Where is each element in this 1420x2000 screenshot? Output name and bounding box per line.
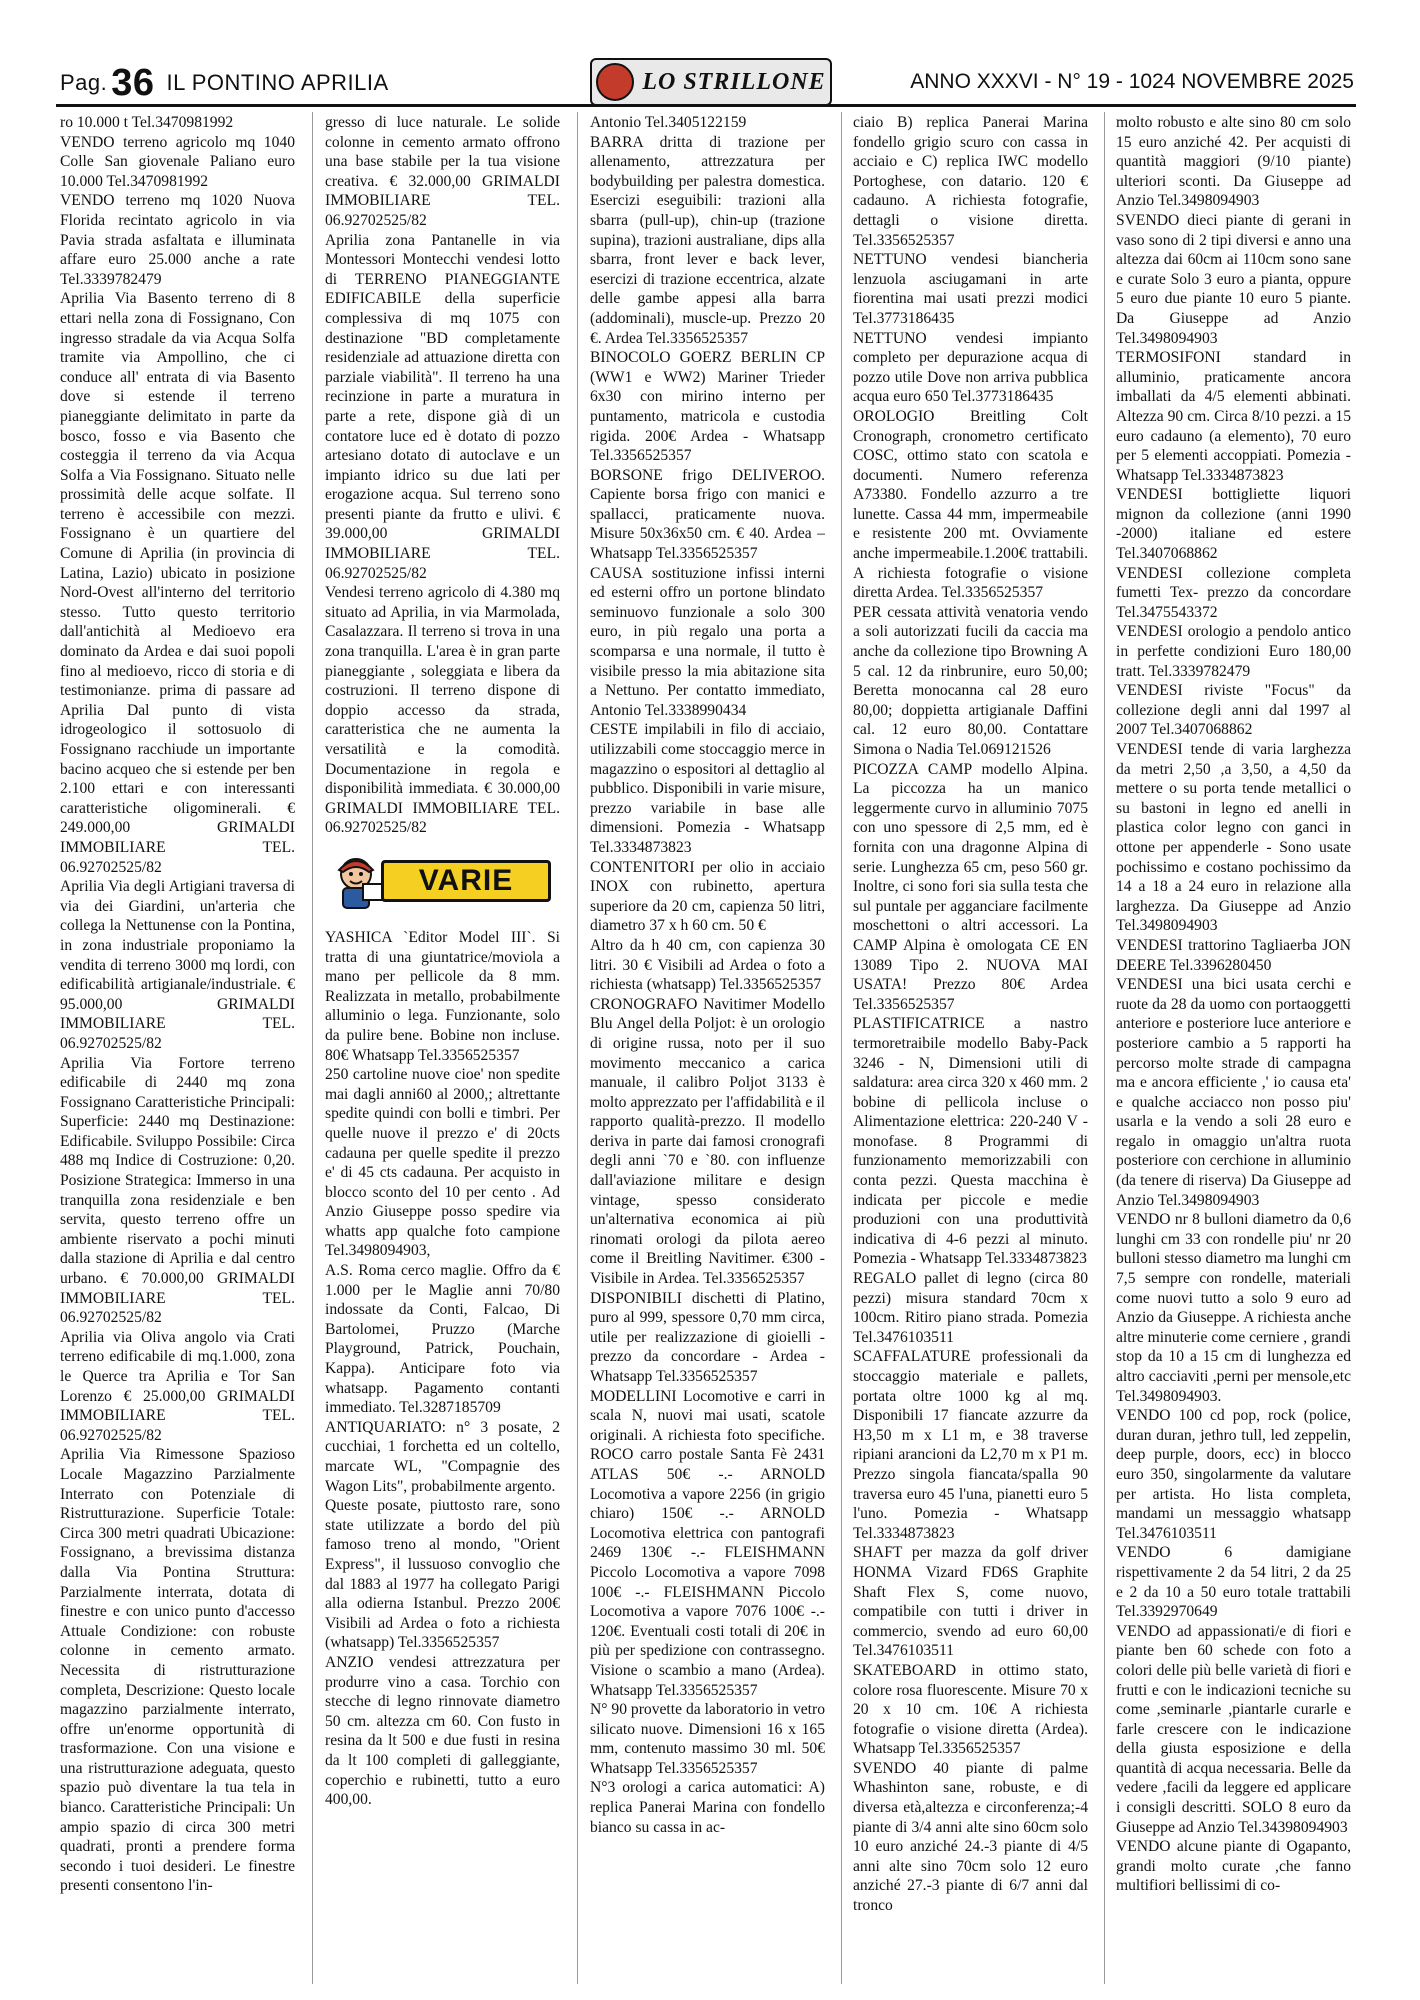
column-divider — [312, 112, 313, 1984]
classified-ad: molto robusto e alte sino 80 cm solo 15 euro anziché 42. Per acquisti di quantità maggiori (9/10 piante) ulteriori sconti. Da Giuseppe ad Anzio Tel.3498094903 — [1116, 114, 1351, 210]
classified-ad: MODELLINI Locomotive e carri in scala N, nuovi mai usati, scatole originali. A richiesta foto specifiche. ROCO carro postale Santa Fè 2431 ATLAS 50€ -.- ARNOLD Locomotiva a vapore 2256 (in grigio chiaro) 150€ -.- ARNOLD Locomotiva elettrica con pantografi 2469 130€ -.- FLEISHMANN Piccolo Locomotiva a vapore 7098 100€ -.- FLEISHMANN Piccolo Locomotiva a vapore 7076 100€ -.- 120€. Eventuali costi totali di 20€ in più per spedizione con contrassegno. Visione o scambio a mano (Ardea). Whatsapp Tel.3356525357 — [590, 1387, 825, 1699]
classified-ad: ciaio B) replica Panerai Marina fondello grigio scuro con cassa in acciaio e C) replica IWC modello Portoghese, con datario. 120 € cadauno. A richiesta fotografie, dettagli o visione diretta. Tel.3356525357 — [853, 114, 1088, 249]
classified-ad: BINOCOLO GOERZ BERLIN CP (WW1 e WW2) Mariner Trieder 6x30 con mirino interno per puntamento, matricola e custodia rigida. 200€ Ardea - Whatsapp Tel.3356525357 — [590, 349, 825, 465]
classified-ad: ANTIQUARIATO: n° 3 posate, 2 cucchiai, 1 forchetta ed un coltello, marcate WL, "Compagnie des Wagon Lits", probabilmente argento. — [325, 1418, 560, 1495]
classified-ad: ro 10.000 t Tel.3470981992 — [60, 114, 234, 131]
classified-ad: gresso di luce naturale. Le solide colonne in cemento armato offrono una base stabile per la tua visione creativa. € 32.000,00 GRIMALDI IMMOBILIARE TEL. 06.92702525/82 — [325, 114, 560, 229]
classified-ad: NETTUNO vendesi impianto completo per depurazione acqua di pozzo utile Dove non arriva pubblica acqua euro 650 Tel.3773186435 — [853, 329, 1088, 406]
classified-ad: VENDESI riviste "Focus" da collezione degli anni dal 1997 al 2007 Tel.3407068862 — [1116, 682, 1351, 739]
column-2-top — [325, 113, 560, 838]
classified-ad: SVENDO 40 piante di palme Whashinton sane, robuste, e di diversa età,altezza e circonferenza;-4 piante di 3/4 anni alte sino 60cm solo 10 euro anziché 24.-3 piante di 4/5 anni alte sino 70cm solo 12 euro anziché 27.-3 piante di 6/7 anni dal tronco — [853, 1759, 1088, 1915]
classified-ad: TERMOSIFONI standard in alluminio, praticamente ancora imballati da 4/5 elementi abbinati. Altezza 90 cm. Circa 8/10 pezzi. a 15 euro cadauno (a elemento), 70 euro per 5 elementi accoppiati. Pomezia - Whatsapp Tel.3334873823 — [1116, 349, 1351, 484]
classified-ad: SCAFFALATURE professionali da stoccaggio materiale e pallets, portata oltre 1000 kg al mq. Disponibili 17 fiancate azzurre da H3,50 m x L1 m, e 38 traverse ripiani arancioni da L2,70 m x P1 m. Prezzo singola fiancata/spalla 90 traversa euro 45 l'una, pianetti euro 5 l'uno. Pomezia - Whatsapp Tel.3334873823 — [853, 1348, 1088, 1542]
classified-ad: VENDO nr 8 bulloni diametro da 0,6 lunghi cm 33 con rondelle piu' nr 20 bulloni stesso diametro ma lunghi cm 7,5 sempre con rondelle, materiali come nuovi tutto a solo 9 euro ad Anzio da Giuseppe. A richiesta anche altre minuterie come cerniere , grandi stop da 10 a 15 cm di lunghezza ed altro cacciaviti ,perni per mensole,etc Tel.3498094903. — [1116, 1211, 1351, 1405]
column-4 — [853, 113, 1088, 1983]
section-title: VARIE — [381, 860, 551, 902]
classified-ad: CESTE impilabili in filo di acciaio, utilizzabili come stoccaggio merce in magazzino o espositori al dettaglio al pubblico. Disponibili in varie misure, prezzo variabile in base alle dimensioni. Pomezia - Whatsapp Tel.3334873823 — [590, 721, 825, 856]
classified-ad: PLASTIFICATRICE a nastro termoretraibile modello Baby-Pack 3246 - N, Dimensioni utili di saldatura: area circa 320 x 460 mm. 2 bobine di pellicola incluse o Alimentazione elettrica: 220-240 V - monofase. 8 Programmi di funzionamento memorizzabili con conta pezzi. Questa macchina è indicata per piccole e medie produzioni con una produttività indicativa di 4-6 pezzi al minuto. Pomezia - Whatsapp Tel.3334873823 — [853, 1015, 1088, 1268]
classified-ad: BORSONE frigo DELIVEROO. Capiente borsa frigo con manici e spallacci, praticamente nuova. Misure 50x36x50 cm. € 40. Ardea – Whatsapp Tel.3356525357 — [590, 466, 825, 563]
classified-ad: DISPONIBILI dischetti di Platino, puro al 999, spessore 0,70 mm circa, utile per realizzazione di gioielli - prezzo da concordare - Ardea - Whatsapp Tel.3356525357 — [590, 1289, 825, 1385]
column-2 — [325, 113, 560, 1983]
classified-ad: BARRA dritta di trazione per allenamento, attrezzatura per bodybuilding per palestra domestica. Esercizi eseguibili: trazioni alla sbarra (pull-up), chin-up (trazione supina), trazioni australiane, dips alla sbarra, front lever e back lever, esercizi di trazione eccentrica, alzate delle gambe appesi alla barra (addominali), muscle-up. Prezzo 20 €. Ardea Tel.3356525357 — [590, 133, 825, 347]
classified-ad: VENDO terreno agricolo mq 1040 Colle San giovenale Paliano euro 10.000 Tel.3470981992 — [60, 133, 295, 190]
classified-ad: YASHICA `Editor Model III`. Si tratta di una giuntatrice/moviola a mano per pellicole da 8 mm. Realizzata in metallo, probabilmente alluminio o lega. Funzionante, solo da pulire bene. Bobine non incluse. 80€ Whatsapp Tel.3356525357 — [325, 928, 560, 1064]
classified-ad: Aprilia zona Pantanelle in via Montessori Montecchi vendesi lotto di TERRENO PIANEGGIANTE EDIFICABILE della superficie complessiva di mq 1075 con destinazione "BD completamente residenziale ad attuazione diretta con parziale viabilità". Il terreno ha una recinzione in parte a muratura in parte a rete, dispone già di un contatore luce ed è dotato di pozzo artesiano dotato di autoclave e un impianto idrico su due lati per erogazione acqua. Sul terreno sono presenti piante da frutto e ulivi. € 39.000,00 GRIMALDI IMMOBILIARE TEL. 06.92702525/82 — [325, 231, 560, 582]
classified-ad: VENDO 6 damigiane rispettivamente 2 da 54 litri, 2 da 25 e 2 da 10 a 50 euro totale trattabili Tel.3392970649 — [1116, 1544, 1351, 1621]
classified-ad: Aprilia Via degli Artigiani traversa di via dei Giardini, un'arteria che collega la Nettunense con la Pontina, in zona industriale proponiamo la vendita di terreno 3000 mq lordi, con edificabilità artigianale/industriale. € 95.000,00 GRIMALDI IMMOBILIARE TEL. 06.92702525/82 — [60, 878, 295, 1052]
classified-ad: 250 cartoline nuove cioe' non spedite mai dagli anni60 al 2000,; altrettante spedite quindi con bolli e timbri. Per quelle nuove il prezzo e' di 20cts cadauna per quelle spedite il prezzo e' di 45 cts cadauna. Per acquisto in blocco sconto del 10 per cento . Ad Anzio Giuseppe posso spedire via whatts app qualche foto campione Tel.3498094903, — [325, 1066, 560, 1260]
section-header-varie — [325, 848, 560, 914]
publication-name: IL PONTINO APRILIA — [166, 70, 389, 95]
column-divider — [841, 112, 842, 1984]
classified-ad: VENDO 100 cd pop, rock (police, duran duran, jethro tull, led zeppelin, deep purple, doors, ecc) in blocco euro 350, singolarmente da valutare per artista. Ho lista completa, mandami un messaggio whatsapp Tel.3476103511 — [1116, 1407, 1351, 1542]
column-1 — [60, 113, 295, 1983]
column-divider — [1104, 112, 1105, 1984]
classified-ad: REGALO pallet di legno (circa 80 pezzi) misura standard 70cm x 100cm. Ritiro piano strada. Pomezia Tel.3476103511 — [853, 1270, 1088, 1346]
page-header — [56, 54, 1356, 107]
classified-ad: VENDESI orologio a pendolo antico in perfette condizioni Euro 180,00 tratt. Tel.3339782479 — [1116, 623, 1351, 680]
classified-ad: PICOZZA CAMP modello Alpina. La piccozza ha un manico leggermente curvo in alluminio 7075 con uno spessore di 2,5 mm, ed è fornita con una dragonne Alpina di serie. Lunghezza 65 cm, peso 560 gr. Inoltre, ci sono fori sia sulla testa che sul puntale per agganciare facilmente moschettoni o altri accessori. La CAMP Alpina è omologata CE EN 13089 Tipo 2. NUOVA MAI USATA! Prezzo 80€ Ardea Tel.3356525357 — [853, 760, 1088, 1013]
classified-ad: SKATEBOARD in ottimo stato, colore rosa fluorescente. Misure 70 x 20 x 10 cm. 10€ A richiesta fotografie o visione diretta (Ardea). Whatsapp Tel.3356525357 — [853, 1661, 1088, 1758]
classified-ad: VENDESI tende di varia larghezza da metri 2,50 ,a 3,50, a 4,50 da mettere o su porta tende metallici o su bastoni in legno ed anelli in plastica color legno con ganci in ottone per appenderle - Sono usate pochissimo e costano pochissimo da 14 a 18 a 24 euro in relazione alla larghezza. Da Giuseppe ad Anzio Tel.3498094903 — [1116, 741, 1351, 935]
classified-ad: NETTUNO vendesi biancheria lenzuola asciugamani in arte fiorentina mai usati prezzi modici Tel.3773186435 — [853, 251, 1088, 327]
classified-ad: CAUSA sostituzione infissi interni ed esterni offro un portone blindato seminuovo funzionale a solo 300 euro, in più regalo una porta a scomparsa e una normale, il tutto è visibile presso la mia abitazione sita a Nettuno. Per contatto immediato, Antonio Tel.3338990434 — [590, 564, 825, 719]
header-left — [60, 62, 389, 105]
classified-ad: Antonio Tel.3405122159 — [590, 114, 747, 131]
classified-ad: N° 90 provette da laboratorio in vetro silicato nuove. Dimensioni 16 x 165 mm, contenuto massimo 30 ml. 50€ Whatsapp Tel.3356525357 — [590, 1701, 825, 1777]
page-label: Pag. — [60, 70, 108, 95]
classified-ad: PER cessata attività venatoria vendo a soli autorizzati fucili da caccia ma anche da collezione tipo Browning A 5 cal. 12 da rinbrunire, euro 50,00; Beretta monocanna cal 28 euro 80,00; doppietta artigianale Daffini cal. 12 euro 80,00. Contattare Simona o Nadia Tel.069121526 — [853, 603, 1088, 758]
classified-ad: VENDO ad appassionati/e di fiori e piante ben 60 schede con foto a colori delle più belle varietà di fiori e frutti e con le indicazioni tecniche su come ,seminarle ,piantarle curarle e farle crescere con le indicazione della giusta esposizione e della quantità di acqua necessaria. Belle da vedere ,facili da leggere ed applicare i consigli descritti. SOLO 8 euro da Giuseppe ad Anzio Tel.34398094903 — [1116, 1622, 1351, 1836]
classified-ad: ANZIO vendesi attrezzatura per produrre vino a casa. Torchio con stecche di legno rinnovate diametro 50 cm. altezza cm 60. Con fusto in resina da lt 500 e due fusti in resina da lt 100 completi di galleggiante, coperchio e rubinetti, tutto a euro 400,00. — [325, 1653, 560, 1809]
column-3 — [590, 113, 825, 1983]
column-5 — [1116, 113, 1351, 1983]
logo-text: LO STRILLONE — [642, 68, 826, 95]
newsboy-mascot-icon — [325, 850, 387, 912]
classified-ad: VENDESI bottigliette liquori mignon da collezione (anni 1990 -2000) italiane ed estere Tel.3407068862 — [1116, 486, 1351, 563]
classified-ad: Queste posate, piuttosto rare, sono state utilizzate a bordo del più famoso treno al mondo, "Orient Express", il lussuoso convoglio che dal 1883 al 1977 ha collegato Parigi alla odierna Istanbul. Prezzo 200€ Visibili ad Ardea o foto a richiesta (whatsapp) Tel.3356525357 — [325, 1497, 560, 1652]
classified-ad: VENDESI collezione completa fumetti Tex- prezzo da concordare Tel.3475543372 — [1116, 564, 1351, 621]
page-number: 36 — [111, 62, 155, 104]
classified-ad: Altro da h 40 cm, con capienza 30 litri. 30 € Visibili ad Ardea o foto a richiesta (whatsapp) Tel.3356525357 — [590, 936, 825, 994]
classified-ad: Aprilia Via Basento terreno di 8 ettari nella zona di Fossignano, Con ingresso stradale da via Acqua Solfa tramite via Ampollino, che ci conduce all' entrata di via Basento dove si estende il terreno pianeggiante delimitato in parte da bosco, fosso e via Basento che costeggia il terreno da via Acqua Solfa a Via Fossignano. Situato nelle prossimità delle acque solfate. Il terreno è accessibile con mezzi. Fossignano è un quartiere del Comune di Aprilia (in provincia di Latina, Lazio) ubicato in posizione Nord-Ovest all'interno del territorio stesso. Tutto questo territorio dall'antichità al Medioevo era dominato da Ardea e dai suoi popoli fino al medioevo, ricco di storia e di testimonianze. prima di passare ad Aprilia Dal punto di vista idrogeologico il sottosuolo di Fossignano racchiude un importante bacino acqueo che si estende per ben 2.100 ettari e con interessanti caratteristiche oligominerali. € 249.000,00 GRIMALDI IMMOBILIARE TEL. 06.92702525/82 — [60, 290, 295, 876]
classified-ad: CRONOGRAFO Navitimer Modello Blu Angel della Poljot: è un orologio di origine russa, noto per il suo movimento meccanico a carica manuale, il calibro Poljot 3133 è molto apprezzato per l'affidabilità e il rapporto qualità-prezzo. Il modello deriva in parte dai famosi cronografi degli anni `70 e `80. con influenze dall'aviazione militare e design vintage, spesso considerato un'alternativa economica ai più rinomati orologi da pilota aereo come il Breitling Navitimer. €300 - Visibile in Ardea. Tel.3356525357 — [590, 995, 825, 1288]
classified-ad: CONTENITORI per olio in acciaio INOX con rubinetto, apertura superiore da 20 cm, capienza 50 litri, diametro 37 x h 60 cm. 50 € — [590, 858, 825, 935]
classified-ad: SVENDO dieci piante di gerani in vaso sono di 2 tipi diversi e anno una altezza dai 60cm ai 110cm sono sane e curate Solo 3 euro a pianta, oppure 5 euro due piante 10 euro 5 piante. Da Giuseppe ad Anzio Tel.3498094903 — [1116, 211, 1351, 347]
classified-ad: VENDESI una bici usata cerchi e ruote da 28 da uomo con portaoggetti anteriore e posteriore luce anteriore e posteriore cambio a 5 rapporti ha percorso molte strade di campagna ma e ancora efficiente ,' io causa eta' e qualche acciacco non posso piu' usarla e la vendo a soli 28 euro e regalo in omaggio un'altra ruota posteriore con cerchione in alluminio (da tenere di riserva) Da Giuseppe ad Anzio Tel.3498094903 — [1116, 976, 1351, 1209]
classified-ad: OROLOGIO Breitling Colt Cronograph, cronometro certificato COSC, ottimo stato con scatola e documenti. Numero referenza A73380. Fondello azzurro a tre lunette. Cassa 44 mm, impermeabile e resistente 200 mt. Ovviamente anche impermeabile.1.200€ trattabili. A richiesta fotografie o visione diretta Ardea. Tel.3356525357 — [853, 407, 1088, 602]
column-2-bottom — [325, 928, 560, 1810]
classified-ad: VENDO alcune piante di Ogapanto, grandi molto curate ,che fanno multifiori bellissimi di co- — [1116, 1838, 1351, 1895]
classified-ad: VENDO terreno mq 1020 Nuova Florida recintato agricolo in via Pavia strada asfaltata e illuminata affare euro 25.000 anche a rate Tel.3339782479 — [60, 192, 295, 288]
classified-ad: A.S. Roma cerco maglie. Offro da € 1.000 per le Maglie anni 70/80 indossate da Conti, Falcao, Di Bartolomei, Pruzzo (Marche Playground, Patrick, Pouchain, Kappa). Anticipare foto via whatsapp. Pagamento contanti immediato. Tel.3287185709 — [325, 1262, 560, 1417]
classified-ad: Aprilia Via Fortore terreno edificabile di 2440 mq zona Fossignano Caratteristiche Principali: Superficie: 2440 mq Destinazione: Edificabile. Sviluppo Possibile: Circa 488 mq Indice di Costruzione: 0,20. Posizione Strategica: Immerso in una tranquilla zona residenziale e ben servita, questo terreno offre un ambiente riservato a pochi minuti dalla stazione di Aprilia e dal centro urbano. € 70.000,00 GRIMALDI IMMOBILIARE TEL. 06.92702525/82 — [60, 1054, 295, 1327]
classified-ad: N°3 orologi a carica automatici: A) replica Panerai Marina con fondello bianco su cassa in ac- — [590, 1779, 825, 1836]
classified-ad: VENDESI trattorino Tagliaerba JON DEERE Tel.3396280450 — [1116, 936, 1351, 974]
classified-ad: SHAFT per mazza da golf driver HONMA Vizard FD6S Graphite Shaft Flex S, come nuovo, compatibile con tutti i driver in commercio, svendo ad euro 60,00 Tel.3476103511 — [853, 1544, 1088, 1660]
column-divider — [577, 112, 578, 1984]
issue-info: ANNO XXXVI - N° 19 - 1024 NOVEMBRE 2025 — [910, 70, 1354, 93]
newspaper-logo — [590, 58, 832, 106]
classified-ad: Aprilia Via Rimessone Spazioso Locale Magazzino Parzialmente Interrato con Potenziale di Ristrutturazione. Superficie Totale: Circa 300 metri quadrati Ubicazione: Fossignano, a brevissima distanza dalla Via Pontina Struttura: Parzialmente interrata, dotata di finestre e con unico punto d'accesso Attuale Condizione: con robuste colonne in cemento armato. Necessita di ristrutturazione completa, Descrizione: Questo locale magazzino parzialmente interrato, offre un'enorme opportunità di trasformazione. Con una visione e una ristrutturazione adeguata, questo spazio può diventare la tua tela in bianco. Caratteristiche Principali: Un ampio spazio di circa 300 metri quadrati, pronti a prendere forma secondo i tuoi desideri. Le finestre presenti consentono l'in- — [60, 1446, 295, 1895]
classified-ad: Aprilia via Oliva angolo via Crati terreno edificabile di mq.1.000, zona le Querce tra Aprilia e Tor San Lorenzo € 25.000,00 GRIMALDI IMMOBILIARE TEL. 06.92702525/82 — [60, 1328, 295, 1444]
mascot-icon — [596, 63, 634, 101]
classified-ad: Vendesi terreno agricolo di 4.380 mq situato ad Aprilia, in via Marmolada, Casalazzara. Il terreno si trova in una zona tranquilla. L'area è in gran parte pianeggiante , soleggiata e libera da costruzioni. Il terreno dispone di doppio accesso da strada, caratteristica che ne aumenta la versatilità e la comodità. Documentazione in regola e disponibilità immediata. € 30.000,00 GRIMALDI IMMOBILIARE TEL. 06.92702525/82 — [325, 584, 560, 837]
